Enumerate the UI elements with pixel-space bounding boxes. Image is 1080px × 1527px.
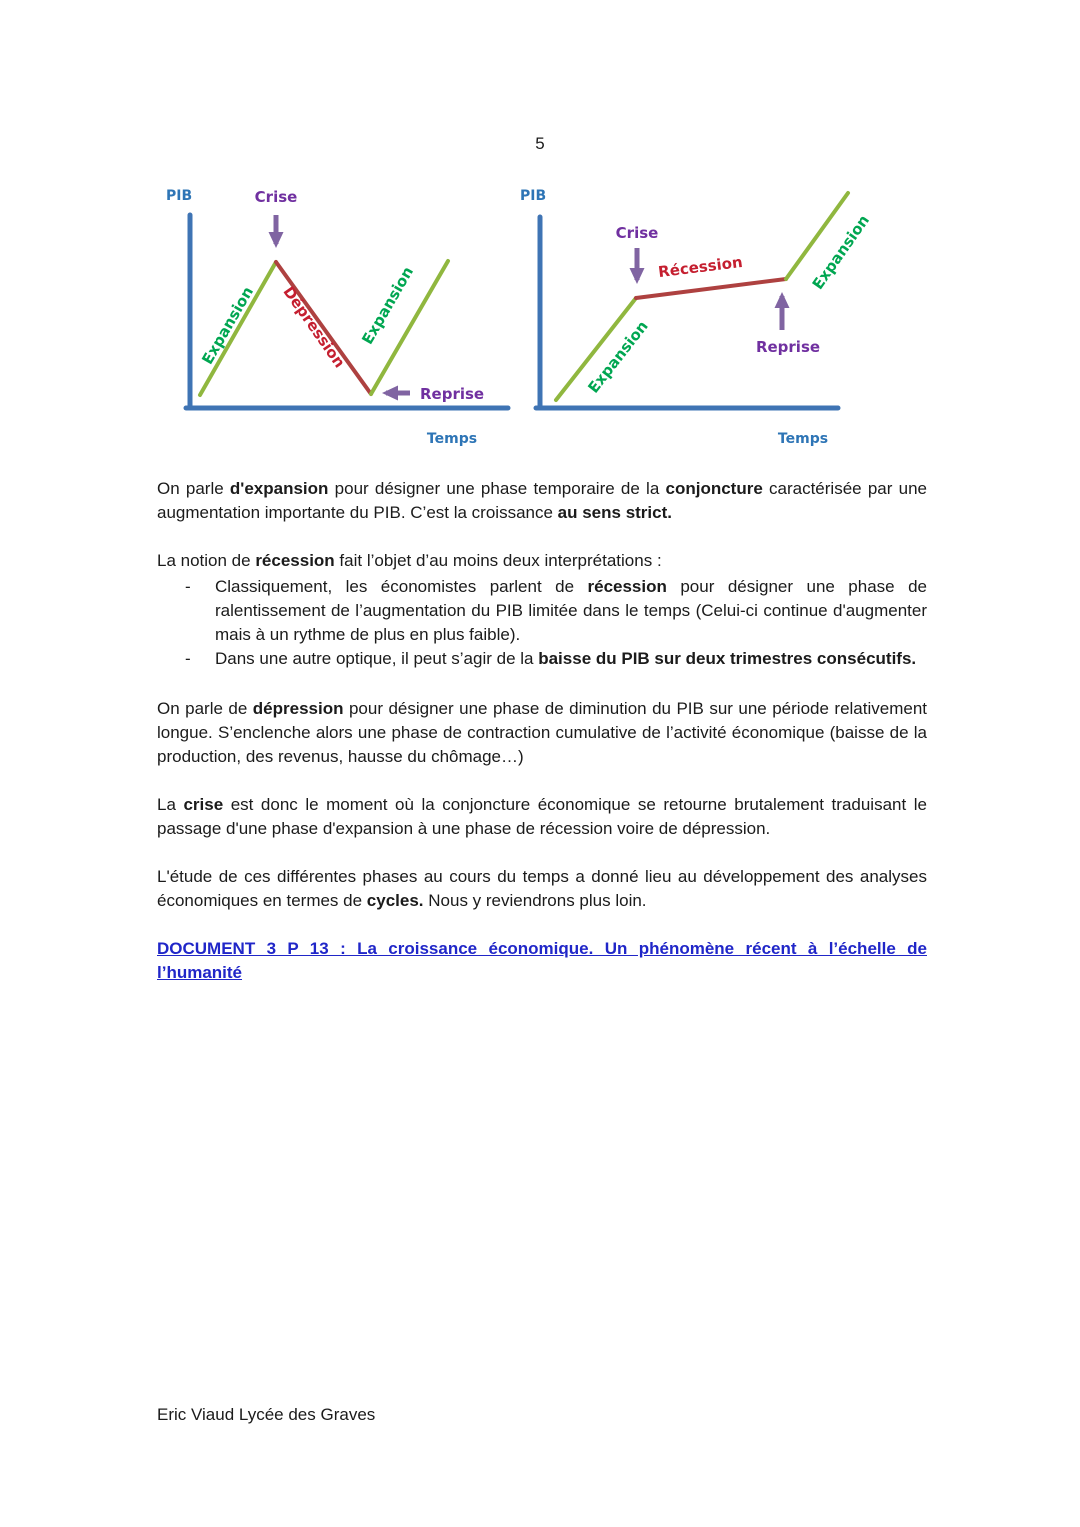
paragraph-depression: On parle de dépression pour désigner une phase de diminution du PIB sur une période relativement longue. S’enclenche alors une phase de contraction cumulative de l’activité économique (baisse de la production, des revenus, hausse du chômage…) <box>157 699 928 766</box>
temps-axis-label: Temps <box>426 431 478 447</box>
expansion-label-1: Expansion <box>584 317 652 397</box>
expansion-line-1 <box>200 262 276 395</box>
expansion-label-1: Expansion <box>198 283 258 368</box>
recession-line <box>636 279 786 298</box>
paragraph-recession-intro: La notion de récession fait l’objet d’au moins deux interprétations : <box>157 551 662 570</box>
paragraph-crise: La crise est donc le moment où la conjoncture économique se retourne brutalement traduisant le passage d'une phase d'expansion à une phase de récession voire de dépression. <box>157 795 927 838</box>
expansion-label-2: Expansion <box>358 263 418 348</box>
reprise-label: Reprise <box>755 338 821 356</box>
body-text <box>157 477 927 1009</box>
recession-label: Récession <box>657 252 744 282</box>
bullet-text: Classiquement, les économistes parlent de récession pour désigner une phase de ralentissement de l’augmentation du PIB limitée dans le temps (Celui-ci continue d'augmenter mais à un rythme de plus en plus faible). <box>215 577 927 644</box>
pib-axis-label: PIB <box>520 188 547 204</box>
bullet-text: Dans une autre optique, il peut s’agir de la baisse du PIB sur deux trimestres consécutifs. <box>215 649 917 668</box>
bullet-item <box>157 647 927 671</box>
reprise-label: Reprise <box>420 385 485 403</box>
bullet-dash: - <box>185 577 191 596</box>
pib-axis-label: PIB <box>166 188 193 204</box>
footer-credit: Eric Viaud Lycée des Graves <box>157 1405 376 1424</box>
paragraph-cycles: L'étude de ces différentes phases au cours du temps a donné lieu au développement des analyses économiques en termes de cycles. Nous y reviendrons plus loin. <box>157 867 927 910</box>
crise-label: Crise <box>615 224 659 242</box>
document-3-heading: DOCUMENT 3 P 13 : La croissance économique. Un phénomène récent à l’échelle de l’humanité <box>157 939 927 982</box>
recession-bullet-list <box>157 575 927 671</box>
bullet-item <box>157 575 927 647</box>
cycle-diagram-recession <box>505 180 875 460</box>
page-number: 5 <box>535 134 545 153</box>
paragraph-expansion: On parle d'expansion pour désigner une phase temporaire de la conjoncture caractérisée par une augmentation importante du PIB. C’est la croissance au sens strict. <box>157 479 927 522</box>
cycle-diagram-depression <box>150 180 522 460</box>
bullet-dash: - <box>185 649 191 668</box>
crise-label: Crise <box>254 188 298 206</box>
temps-axis-label: Temps <box>777 431 829 447</box>
expansion-label-2: Expansion <box>808 211 874 293</box>
depression-label: Dépression <box>279 283 349 372</box>
